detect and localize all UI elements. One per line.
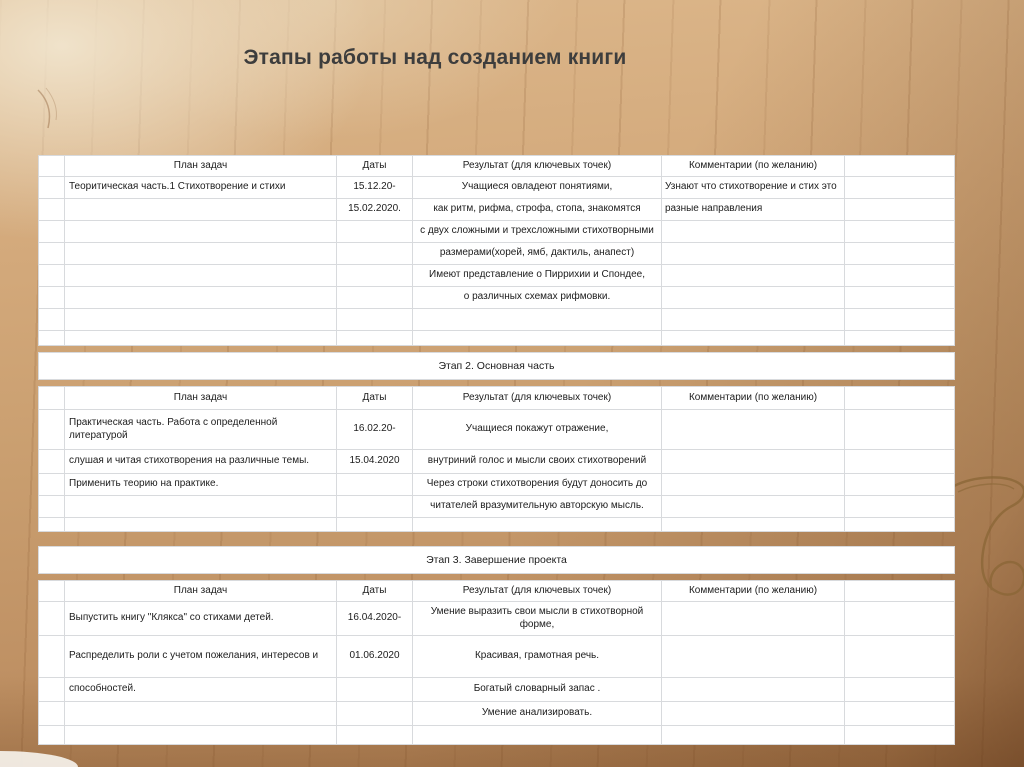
table-cell xyxy=(65,474,337,496)
table-header-cell xyxy=(662,386,845,410)
cell-text: с двух сложными и трехсложными стихотворными xyxy=(420,225,654,237)
table-row xyxy=(38,702,955,726)
table-cell xyxy=(413,474,662,496)
table-cell xyxy=(65,636,337,678)
table-cell xyxy=(413,602,662,636)
table-cell xyxy=(65,177,337,199)
table-section xyxy=(38,580,955,745)
table-header-row xyxy=(38,386,955,410)
table-cell xyxy=(337,678,413,702)
table-cell xyxy=(38,410,65,450)
cell-text: Результат (для ключевых точек) xyxy=(462,391,612,403)
table-row xyxy=(38,221,955,243)
table-section xyxy=(38,155,955,346)
table-row xyxy=(38,496,955,518)
table-cell xyxy=(662,636,845,678)
table-cell xyxy=(38,726,65,745)
table-cell xyxy=(662,702,845,726)
table-cell xyxy=(413,450,662,474)
cell-text: Даты xyxy=(362,159,387,171)
table-row xyxy=(38,331,955,346)
table-cell xyxy=(845,496,955,518)
table-cell xyxy=(38,221,65,243)
table-cell xyxy=(65,518,337,532)
table-cell xyxy=(65,309,337,331)
cell-text: Распределить роли с учетом пожелания, интересов и xyxy=(69,650,319,662)
table-cell xyxy=(413,410,662,450)
table-cell xyxy=(845,602,955,636)
table-header-cell xyxy=(65,386,337,410)
table-cell xyxy=(65,702,337,726)
table-cell xyxy=(845,678,955,702)
table-cell xyxy=(845,177,955,199)
table-header-row xyxy=(38,155,955,177)
table-cell xyxy=(662,331,845,346)
table-header-cell xyxy=(662,155,845,177)
cell-text: способностей. xyxy=(69,683,136,695)
table-cell xyxy=(65,331,337,346)
cell-text: 15.02.2020. xyxy=(348,203,401,215)
table-header-row xyxy=(38,580,955,602)
table-header-cell xyxy=(662,580,845,602)
cell-text: Узнают что стихотворение и стих это xyxy=(665,181,837,193)
table-cell xyxy=(337,726,413,745)
table-cell xyxy=(38,309,65,331)
table-cell xyxy=(65,496,337,518)
cell-text: 01.06.2020 xyxy=(349,650,400,662)
table-cell xyxy=(65,726,337,745)
cell-text: Богатый словарный запас . xyxy=(473,683,601,695)
table-row xyxy=(38,602,955,636)
cell-text: Учащиеся покажут отражение, xyxy=(465,423,609,435)
table-cell xyxy=(845,199,955,221)
table-cell xyxy=(845,474,955,496)
cell-text: о различных схемах рифмовки. xyxy=(463,291,611,303)
cell-text: Результат (для ключевых точек) xyxy=(462,159,612,171)
table-cell xyxy=(413,221,662,243)
table-cell xyxy=(38,287,65,309)
cell-text: Комментарии (по желанию) xyxy=(688,159,818,171)
table-row xyxy=(38,678,955,702)
table-row xyxy=(38,410,955,450)
table-cell xyxy=(662,726,845,745)
table-cell xyxy=(38,265,65,287)
table-cell xyxy=(413,726,662,745)
table-cell xyxy=(38,518,65,532)
cell-text: Учащиеся овладеют понятиями, xyxy=(461,181,613,193)
table-cell xyxy=(337,199,413,221)
table-cell xyxy=(38,243,65,265)
table-cell xyxy=(662,496,845,518)
table-cell xyxy=(337,243,413,265)
table-cell xyxy=(845,309,955,331)
table-header-cell xyxy=(38,580,65,602)
table-cell xyxy=(845,331,955,346)
table-cell xyxy=(845,636,955,678)
cell-text: слушая и читая стихотворения на различные темы. xyxy=(69,455,310,467)
stage-band-label: Этап 3. Завершение проекта xyxy=(38,546,955,574)
table-cell xyxy=(65,243,337,265)
table-cell xyxy=(413,678,662,702)
table-cell xyxy=(845,702,955,726)
table-cell xyxy=(65,410,337,450)
table-cell xyxy=(845,450,955,474)
cell-text: Результат (для ключевых точек) xyxy=(462,584,612,596)
cell-text: Применить теорию на практике. xyxy=(69,478,219,490)
table-cell xyxy=(337,496,413,518)
gold-flourish-decoration xyxy=(952,472,1024,634)
cell-text: План задач xyxy=(173,584,228,596)
table-cell xyxy=(38,331,65,346)
table-cell xyxy=(337,287,413,309)
table-cell xyxy=(845,726,955,745)
table-header-cell xyxy=(38,386,65,410)
table-cell xyxy=(65,678,337,702)
table-row xyxy=(38,636,955,678)
table-cell xyxy=(845,518,955,532)
table-cell xyxy=(337,450,413,474)
table-cell xyxy=(413,702,662,726)
cell-text: 15.04.2020 xyxy=(349,455,400,467)
table-cell xyxy=(337,331,413,346)
table-cell xyxy=(38,177,65,199)
table-row xyxy=(38,199,955,221)
table-cell xyxy=(38,602,65,636)
cell-text: 16.04.2020- xyxy=(347,612,402,624)
cell-text: План задач xyxy=(173,391,228,403)
cell-text: как ритм, рифма, строфа, стопа, знакомятся xyxy=(433,203,641,215)
table-cell xyxy=(662,410,845,450)
table-cell xyxy=(413,199,662,221)
cell-text: Имеют представление о Пиррихии и Спондее, xyxy=(429,269,645,281)
page-corner-decoration xyxy=(0,751,78,767)
table-row xyxy=(38,309,955,331)
cell-text: читателей вразумительную авторскую мысль. xyxy=(430,500,644,512)
table-cell xyxy=(65,287,337,309)
table-cell xyxy=(38,199,65,221)
cell-text: Комментарии (по желанию) xyxy=(688,584,818,596)
cell-text: разные направления xyxy=(665,203,763,215)
wood-scratch-decoration xyxy=(30,82,90,134)
table-cell xyxy=(662,243,845,265)
table-cell xyxy=(413,496,662,518)
table-cell xyxy=(65,199,337,221)
table-header-cell xyxy=(337,580,413,602)
table-section xyxy=(38,386,955,532)
table-row xyxy=(38,474,955,496)
table-cell xyxy=(337,221,413,243)
table-header-cell xyxy=(413,386,662,410)
table-cell xyxy=(65,450,337,474)
table-cell xyxy=(337,309,413,331)
table-header-cell xyxy=(337,155,413,177)
table-cell xyxy=(845,221,955,243)
table-cell xyxy=(845,265,955,287)
table-row xyxy=(38,726,955,745)
table-cell xyxy=(662,450,845,474)
cell-text: 15.12.20- xyxy=(353,181,396,193)
stages-table xyxy=(38,155,955,745)
table-cell xyxy=(662,287,845,309)
table-cell xyxy=(662,678,845,702)
table-cell xyxy=(38,636,65,678)
cell-text: Практическая часть. Работа с определенной литературой xyxy=(69,417,278,441)
cell-text: Через строки стихотворения будут доносить до xyxy=(426,478,648,490)
table-cell xyxy=(337,636,413,678)
table-cell xyxy=(337,702,413,726)
cell-text: Выпустить книгу "Клякса" со стихами детей. xyxy=(69,612,274,624)
cell-text: Даты xyxy=(362,391,387,403)
table-cell xyxy=(38,474,65,496)
table-cell xyxy=(413,243,662,265)
table-cell xyxy=(845,287,955,309)
cell-text: Теоритическая часть.1 Стихотворение и стихи xyxy=(69,181,286,193)
table-cell xyxy=(662,474,845,496)
table-cell xyxy=(662,221,845,243)
table-cell xyxy=(337,602,413,636)
cell-text: размерами(хорей, ямб, дактиль, анапест) xyxy=(439,247,635,259)
cell-text: внутриний голос и мысли своих стихотворений xyxy=(427,455,647,467)
slide-title: Этапы работы над созданием книги xyxy=(243,46,627,69)
table-header-cell xyxy=(413,155,662,177)
table-row xyxy=(38,177,955,199)
table-header-cell xyxy=(845,155,955,177)
table-row xyxy=(38,450,955,474)
table-cell xyxy=(337,518,413,532)
table-cell xyxy=(662,177,845,199)
table-cell xyxy=(65,221,337,243)
table-cell xyxy=(413,518,662,532)
table-cell xyxy=(65,265,337,287)
table-cell xyxy=(662,518,845,532)
table-header-cell xyxy=(65,155,337,177)
table-cell xyxy=(38,678,65,702)
table-cell xyxy=(413,331,662,346)
table-cell xyxy=(337,177,413,199)
table-cell xyxy=(413,265,662,287)
table-cell xyxy=(38,496,65,518)
table-cell xyxy=(337,474,413,496)
table-cell xyxy=(65,602,337,636)
cell-text: 16.02.20- xyxy=(353,423,396,435)
table-row xyxy=(38,243,955,265)
table-cell xyxy=(662,265,845,287)
cell-text: Умение выразить свои мысли в стихотворной форме, xyxy=(430,606,644,630)
cell-text: Комментарии (по желанию) xyxy=(688,391,818,403)
table-header-cell xyxy=(337,386,413,410)
table-cell xyxy=(38,702,65,726)
cell-text: План задач xyxy=(173,159,228,171)
table-cell xyxy=(845,410,955,450)
stage-band-label: Этап 2. Основная часть xyxy=(38,352,955,380)
table-cell xyxy=(662,602,845,636)
table-row xyxy=(38,265,955,287)
table-cell xyxy=(337,410,413,450)
table-cell xyxy=(38,450,65,474)
table-cell xyxy=(413,287,662,309)
table-header-cell xyxy=(65,580,337,602)
cell-text: Красивая, грамотная речь. xyxy=(474,650,600,662)
table-header-cell xyxy=(845,580,955,602)
table-cell xyxy=(662,199,845,221)
table-row xyxy=(38,287,955,309)
table-cell xyxy=(337,265,413,287)
table-cell xyxy=(662,309,845,331)
table-cell xyxy=(845,243,955,265)
table-cell xyxy=(413,309,662,331)
cell-text: Умение анализировать. xyxy=(481,707,593,719)
table-row xyxy=(38,518,955,532)
table-cell xyxy=(413,636,662,678)
table-header-cell xyxy=(38,155,65,177)
table-cell xyxy=(413,177,662,199)
table-header-cell xyxy=(413,580,662,602)
table-header-cell xyxy=(845,386,955,410)
cell-text: Даты xyxy=(362,584,387,596)
